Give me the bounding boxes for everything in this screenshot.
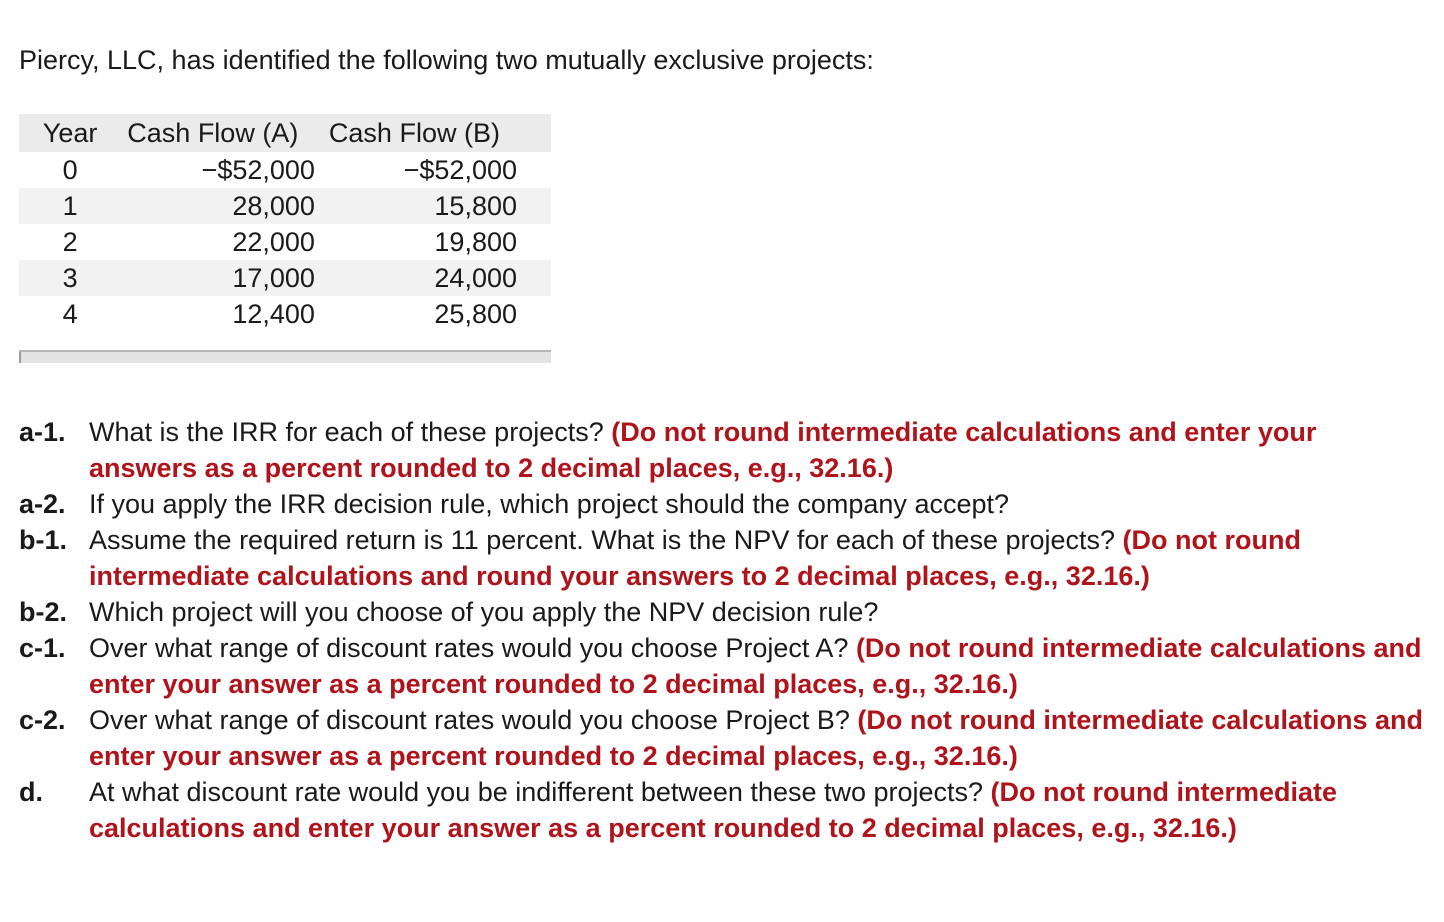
header-cash-flow-a: Cash Flow (A) (127, 118, 299, 148)
question-body (89, 702, 1424, 774)
question-label: b-2. (19, 597, 68, 627)
question-note: (Do not round intermediate calculations and round your answers to 2 decimal places, e.g., 32.16.) (89, 525, 1301, 591)
question-note: (Do not round intermediate calculations and enter your answer as a percent rounded to 2 decimal places, e.g., 32.16.) (89, 777, 1338, 843)
cell-year: 1 (62, 191, 78, 221)
question-note: (Do not round intermediate calculations and enter your answer as a percent rounded to 2 decimal places, e.g., 32.16.) (89, 633, 1422, 699)
question-text: Over what range of discount rates would you choose Project A? (89, 633, 856, 663)
cell-cash-flow-a: 17,000 (232, 263, 315, 293)
cell-cash-flow-b: −$52,000 (403, 155, 517, 185)
header-year: Year (42, 118, 98, 148)
question-label: d. (19, 777, 43, 807)
question-label: b-1. (19, 525, 68, 555)
cell-year: 4 (62, 299, 78, 329)
question-body (89, 594, 1424, 630)
header-cash-flow-b: Cash Flow (B) (328, 118, 500, 148)
table-footer-bar (19, 350, 551, 363)
cell-cash-flow-a: 12,400 (232, 299, 315, 329)
question-body (89, 486, 1424, 522)
question-c2 (19, 702, 1424, 774)
table-row (19, 296, 551, 332)
table-footer-tick (19, 352, 21, 363)
cell-year: 0 (62, 155, 78, 185)
cash-flow-table (19, 114, 551, 332)
question-text: Which project will you choose of you apply the NPV decision rule? (89, 597, 879, 627)
cell-cash-flow-b: 25,800 (434, 299, 517, 329)
question-text: At what discount rate would you be indifferent between these two projects? (89, 777, 991, 807)
question-a2 (19, 486, 1424, 522)
question-d (19, 774, 1424, 846)
question-text: Over what range of discount rates would you choose Project B? (89, 705, 858, 735)
question-label: c-2. (19, 705, 66, 735)
cell-cash-flow-a: 28,000 (232, 191, 315, 221)
question-b1 (19, 522, 1424, 594)
question-body (89, 522, 1424, 594)
question-a1 (19, 414, 1424, 486)
question-label: a-1. (19, 417, 66, 447)
table-row (19, 152, 551, 188)
question-list (19, 414, 1424, 846)
question-text: If you apply the IRR decision rule, which project should the company accept? (89, 489, 1010, 519)
table-row (19, 224, 551, 260)
question-note: (Do not round intermediate calculations and enter your answer as a percent rounded to 2 decimal places, e.g., 32.16.) (89, 705, 1423, 771)
table-row (19, 188, 551, 224)
question-label: c-1. (19, 633, 66, 663)
cell-cash-flow-a: 22,000 (232, 227, 315, 257)
question-body (89, 774, 1424, 846)
cell-cash-flow-a: −$52,000 (201, 155, 315, 185)
table-row (19, 260, 551, 296)
cell-cash-flow-b: 24,000 (434, 263, 517, 293)
question-text: Assume the required return is 11 percent. What is the NPV for each of these projects? (89, 525, 1123, 555)
question-text: What is the IRR for each of these projects? (89, 417, 612, 447)
question-body (89, 414, 1424, 486)
cell-year: 3 (62, 263, 78, 293)
table-header-row (19, 114, 551, 152)
question-b2 (19, 594, 1424, 630)
cell-cash-flow-b: 15,800 (434, 191, 517, 221)
cell-cash-flow-b: 19,800 (434, 227, 517, 257)
question-body (89, 630, 1424, 702)
question-c1 (19, 630, 1424, 702)
cell-year: 2 (62, 227, 78, 257)
problem-intro: Piercy, LLC, has identified the following two mutually exclusive projects: (19, 45, 874, 75)
question-label: a-2. (19, 489, 66, 519)
question-note: (Do not round intermediate calculations and enter your answers as a percent rounded to 2 decimal places, e.g., 32.16.) (89, 417, 1317, 483)
